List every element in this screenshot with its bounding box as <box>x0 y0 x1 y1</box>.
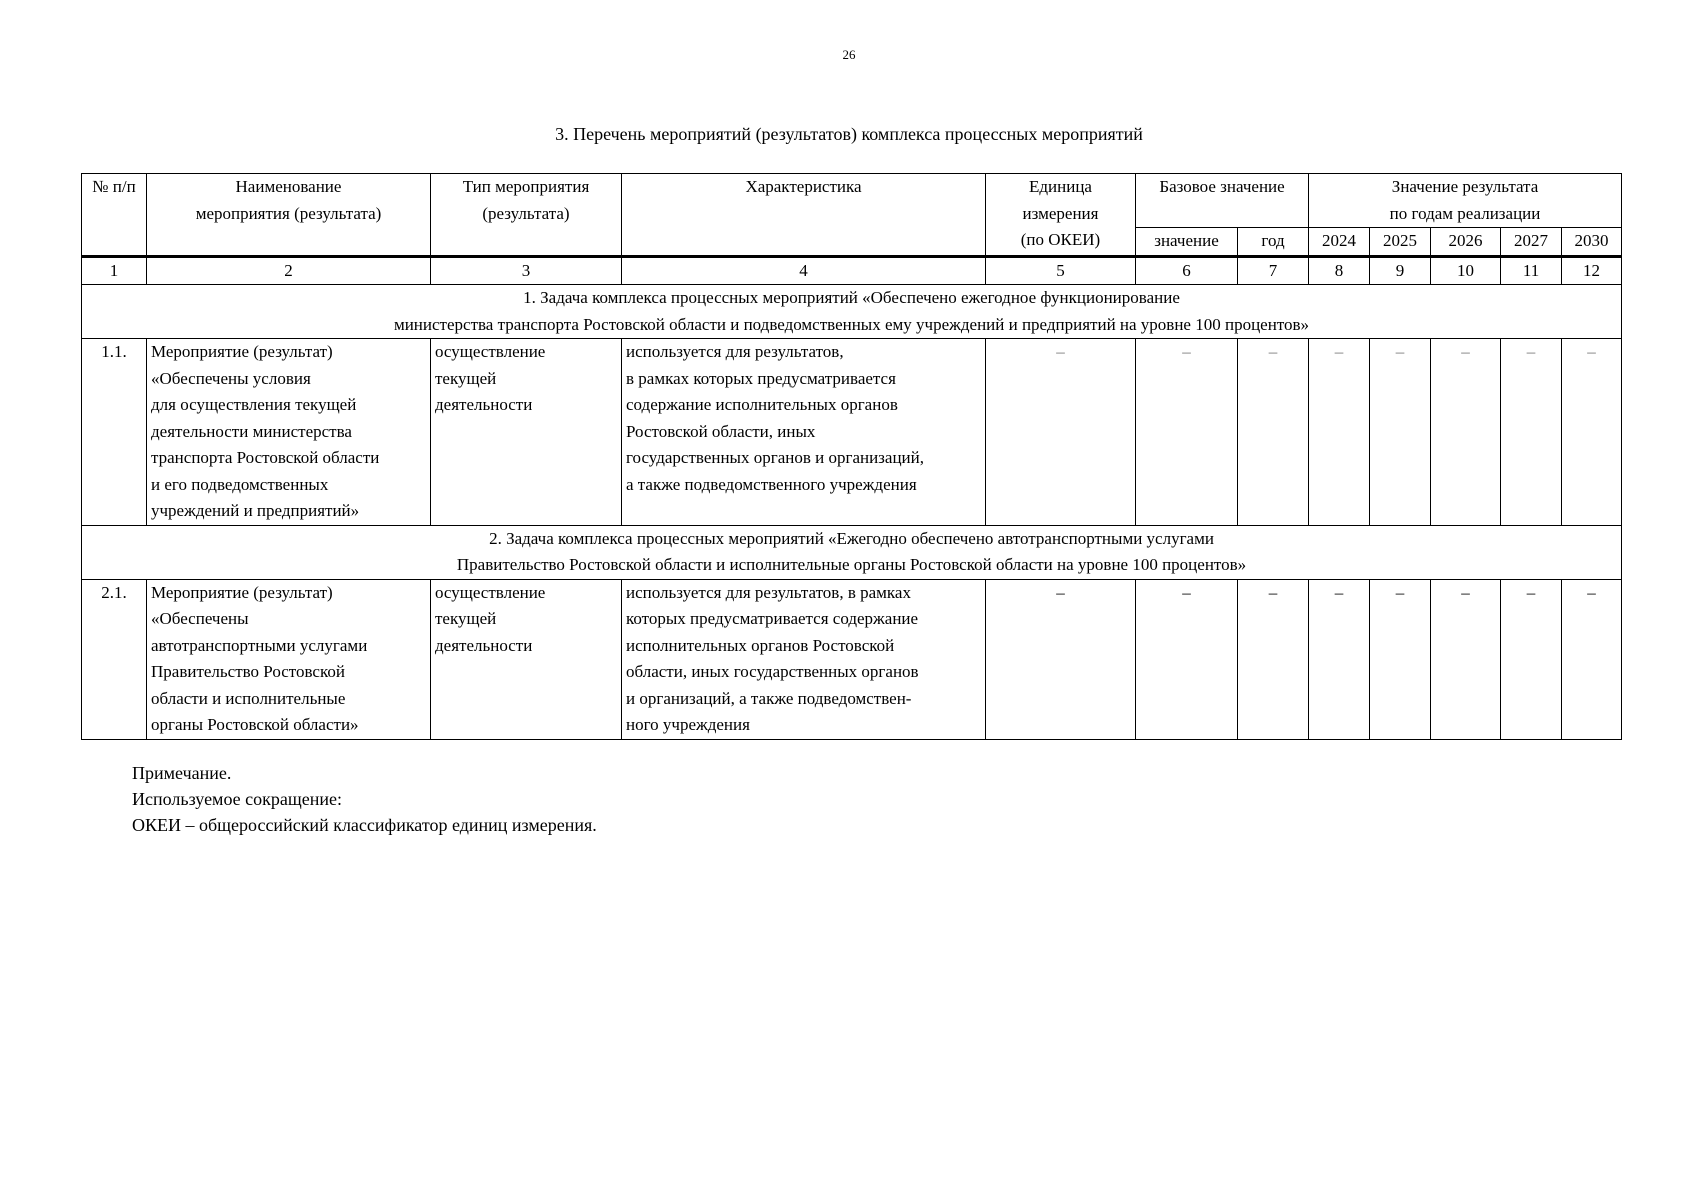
header-unit-line: (по ОКЕИ) <box>1020 230 1101 249</box>
item-year-value: – <box>1309 339 1370 526</box>
item-base-value: – <box>1136 579 1238 739</box>
header-type-line: Тип мероприятия <box>462 177 590 196</box>
item-type-line: деятельности <box>435 395 533 414</box>
header-base-year: год <box>1238 228 1309 257</box>
item-type-line: деятельности <box>435 635 533 655</box>
column-number: 5 <box>986 256 1136 285</box>
item-name-line: Правительство Ростовской <box>151 662 345 681</box>
header-name <box>147 174 431 257</box>
column-number: 11 <box>1501 256 1562 285</box>
header-result-line: по годам реализации <box>1389 203 1541 223</box>
item-type-line: осуществление <box>435 342 546 361</box>
item-characteristic-line: исполнительных органов Ростовской <box>626 635 895 655</box>
table-row <box>82 339 1622 526</box>
item-characteristic <box>622 339 986 526</box>
item-name-line: «Обеспечены условия <box>151 368 311 388</box>
item-name <box>147 579 431 739</box>
header-result <box>1309 174 1622 228</box>
header-unit-line: измерения <box>1022 203 1099 223</box>
task-title-line: 2. Задача комплекса процессных мероприятий «Ежегодно обеспечено автотранспортными услугами <box>489 528 1214 548</box>
item-characteristic-line: а также подведомственного учреждения <box>626 474 917 494</box>
header-name-line: мероприятия (результата) <box>195 203 382 223</box>
item-characteristic-line: ного учреждения <box>626 715 750 734</box>
column-number: 8 <box>1309 256 1370 285</box>
item-characteristic-line: области, иных государственных органов <box>626 662 919 681</box>
header-base-value: значение <box>1136 228 1238 257</box>
item-name-line: для осуществления текущей <box>151 395 357 414</box>
note-heading: Примечание. <box>132 763 232 783</box>
item-name-line: и его подведомственных <box>151 474 329 494</box>
document-title: 3. Перечень мероприятий (результатов) комплекса процессных мероприятий <box>555 124 1143 144</box>
task-title-line: министерства транспорта Ростовской области и подведомственных ему учреждений и предприятий на уровне 100 процентов» <box>393 314 1310 334</box>
page-number: 26 <box>842 47 856 62</box>
column-number: 12 <box>1562 256 1622 285</box>
item-name-line: области и исполнительные <box>151 688 346 708</box>
column-number: 4 <box>622 256 986 285</box>
item-characteristic-line: используется для результатов, <box>626 342 844 361</box>
task-row <box>82 525 1622 579</box>
column-number: 2 <box>147 256 431 285</box>
item-year-value: – <box>1370 339 1431 526</box>
item-name-line: Мероприятие (результат) <box>151 342 333 361</box>
task-title <box>82 525 1622 579</box>
item-characteristic-line: в рамках которых предусматривается <box>626 368 896 388</box>
header-year: 2025 <box>1370 228 1431 257</box>
header-characteristic: Характеристика <box>622 174 986 257</box>
item-base-year: – <box>1238 579 1309 739</box>
item-characteristic <box>622 579 986 739</box>
task-title <box>82 285 1622 339</box>
item-type <box>431 339 622 526</box>
column-number: 7 <box>1238 256 1309 285</box>
header-year: 2027 <box>1501 228 1562 257</box>
item-characteristic-line: государственных органов и организаций, <box>626 448 924 467</box>
item-base-value: – <box>1136 339 1238 526</box>
item-name-line: органы Ростовской области» <box>151 715 359 734</box>
item-year-value: – <box>1309 579 1370 739</box>
item-name-line: «Обеспечены <box>151 609 249 628</box>
item-unit: – <box>986 339 1136 526</box>
item-year-value: – <box>1431 339 1501 526</box>
column-number: 1 <box>82 256 147 285</box>
task-title-line: 1. Задача комплекса процессных мероприятий «Обеспечено ежегодное функционирование <box>523 288 1180 307</box>
item-name-line: транспорта Ростовской области <box>151 448 380 467</box>
column-number-row <box>82 256 1622 285</box>
header-year: 2024 <box>1309 228 1370 257</box>
item-base-year: – <box>1238 339 1309 526</box>
note-abbrev-intro: Используемое сокращение: <box>132 789 342 809</box>
item-year-value: – <box>1501 579 1562 739</box>
item-name-line: деятельности министерства <box>151 421 352 441</box>
item-type <box>431 579 622 739</box>
item-characteristic-line: Ростовской области, иных <box>626 421 816 441</box>
item-characteristic-line: и организаций, а также подведомствен- <box>626 688 912 708</box>
column-number: 10 <box>1431 256 1501 285</box>
item-name-line: автотранспортными услугами <box>151 635 368 655</box>
item-year-value: – <box>1501 339 1562 526</box>
item-unit: – <box>986 579 1136 739</box>
header-row <box>82 174 1622 228</box>
header-type-line: (результата) <box>482 203 570 223</box>
header-unit <box>986 174 1136 257</box>
task-row <box>82 285 1622 339</box>
table-row <box>82 579 1622 739</box>
item-characteristic-line: используется для результатов, в рамках <box>626 582 911 602</box>
item-type-line: текущей <box>435 368 497 388</box>
item-year-value: – <box>1562 579 1622 739</box>
item-type-line: осуществление <box>435 582 546 602</box>
header-name-line: Наименование <box>235 177 342 196</box>
column-number: 6 <box>1136 256 1238 285</box>
header-type <box>431 174 622 257</box>
item-num: 1.1. <box>82 339 147 526</box>
item-characteristic-line: содержание исполнительных органов <box>626 395 898 414</box>
header-year: 2030 <box>1562 228 1622 257</box>
item-name-line: учреждений и предприятий» <box>151 501 360 520</box>
measures-table <box>81 173 1622 740</box>
header-unit-line: Единица <box>1029 177 1092 196</box>
header-num: № п/п <box>82 174 147 257</box>
task-title-line: Правительство Ростовской области и исполнительные органы Ростовской области на уровне 100 процентов» <box>456 555 1247 574</box>
header-result-line: Значение результата <box>1391 177 1539 196</box>
item-characteristic-line: которых предусматривается содержание <box>626 609 919 628</box>
item-name-line: Мероприятие (результат) <box>151 582 333 602</box>
notes <box>132 760 597 838</box>
column-number: 3 <box>431 256 622 285</box>
header-base: Базовое значение <box>1136 174 1309 228</box>
item-type-line: текущей <box>435 609 497 628</box>
item-year-value: – <box>1562 339 1622 526</box>
item-num: 2.1. <box>82 579 147 739</box>
header-year: 2026 <box>1431 228 1501 257</box>
column-number: 9 <box>1370 256 1431 285</box>
item-year-value: – <box>1431 579 1501 739</box>
item-year-value: – <box>1370 579 1431 739</box>
note-abbrev-okei: ОКЕИ – общероссийский классификатор единиц измерения. <box>132 815 597 835</box>
item-name <box>147 339 431 526</box>
